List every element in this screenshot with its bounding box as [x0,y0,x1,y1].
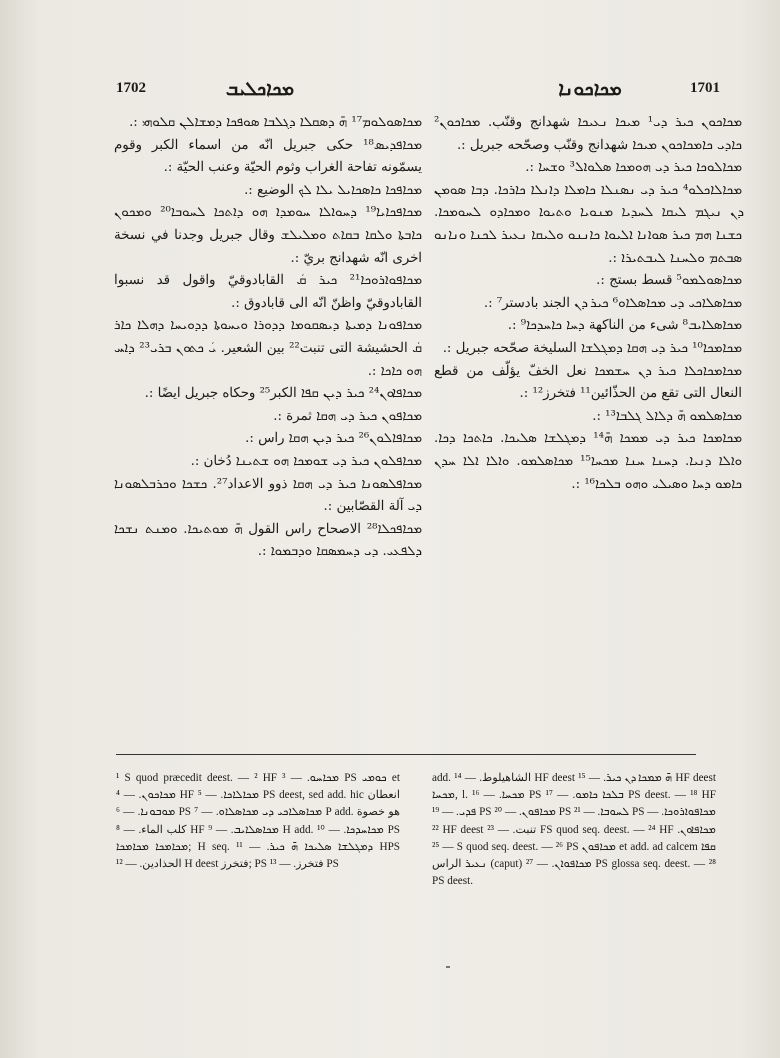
footnotes-right [432,770,716,890]
lexicon-entry: ܡܟܐܣܠܡܘ ܗ̄ ܕܠܐܠ ܓܠܒܐ¹³ :. [592,408,742,424]
right-running-head: ܡܟܐܟܘܢܐ [558,78,622,100]
footnotes-left [116,770,400,873]
right-page-number: 1701 [690,80,720,96]
lexicon-entry: ܡܟܐܦܠܣܘܢܐ ܟܝܪ ܕܝ ܗܩܐ ذوو الاعداد²⁷. ܟܫܟܐ ܘܟܪܒܠܣܘܢܐ ܕܝ آلة القصّابين :. [114,476,422,515]
lexicon-entry: ܡܟܐܦܟܐܝܐ¹⁹ ܕܚܘܐܠܐ ܚܘܡܕܐ ܗܘ ܕܐܬܟܐ ܠܚܘܒܐ²⁰ ܘܡܟܘܢ ܟܐܒܬܐ ܘܠܩܐ ܒܩܐܬ ܘܡܠܝܠܫ وقال جبريل وجدنا في نسخة اخرى انّه شهدانج بريّ :. [114,205,422,266]
lexicon-entry: ܡܟܐܦܘܢܐ ܕܡܝܬܐ ܕܝܣܩܘܡܐ ܕܕܘܪܐ ܘܝܚܘܬܐ ܕܕܘܝܚܐ ܕܗܠܐ ܟܐܪ ܩܿ الحشيشة التى تنبت²² بين الشعير. ܝܿ ܟܬܘܢ ܒܪܝ²³ ܕܐܚ ܗܘ ܟܐܟܐ :. [114,318,422,379]
lexicon-entry: ܡܟܐܟܘܢ ܟܝܪ ܕܝ¹ ܡܝܟܐ ܢܥܝܟܐ شهدانج وقنّب. ܡܟܐܟܘܢ² ܟܐܕܝ ܟܐܡܟܐܟܘܢ ܡܝܟܐ شهدانج وقنّب وصحّحه جبريل :. [434,115,743,153]
left-page-number: 1702 [116,80,146,96]
lexicon-entry: ܡܟܐܣܘܠܡܘ⁵ قسط بستج :. [596,273,742,289]
lexicon-entry: ܡܟܐܠܐܟܠܘ⁴ ܟܝܪ ܕܝ ܢܣܢܠܐ ܟܐܡܠܐ ܕܐܢܠܐ ܟܐܪܟܐ. ܕܒܐ ܣܘܡܢ ܕܢ ܢܝܓܡ ܠܝܩܐ ܠܚܕܝܐ ܡܢܘܝܐ ܘܬܝܘܐ ܘܡܟܐܕܘ ܠܚܘܡܟܐ. ܟܫܢܐ ܗܡ ܟܝܪ ܣܘܐܢܐ ܐܠܝܘܐ ܟܐܢܢܘ ܘܠܝܩܐ ܢܥܝܪ ܠܟܢܐ ܘܢܐܢܘ ܣܒܬܡ ܘܠܚܢܐ ܠܝܒܬܝܪܐ :. [434,182,742,266]
lexicon-entry: ܡܟܐܦܐܘܢ²⁴ ܟܝܪ ܕܝܢ ܩܦܐ الكبر²⁵ وحكاه جبريل ايضًا :. [144,386,422,402]
lexicon-entry: ܡܟܐܦܘܢ ܟܝܪ ܕܝ ܗܩܐ ثمرة :. [273,408,422,424]
lexicon-entry: ܡܟܐܦܟܠܐ²⁸ الاصحاح راس القول ܗ̄ ܡܘܬܝܟܐ. ܘܡܢܬ ܢܫܟܐ ܕܠܦܥܝ. ܕܝ ܕܚܡܣܩܐ ܘܕܒܡܘܐ :. [114,521,422,560]
right-text-column [434,112,742,496]
lexicon-entry: ܡܟܐܡܟܐ¹⁰ ܟܝܪ ܕܝ ܗܩܐ ܕܡܓܠܫܐ السليخة صحّحه جبريل :. [442,340,742,356]
footnote-block: add. الشاهيلوط. — ¹⁴ HF deest ܗ̄ ܡܡܟܐ ܕܢ ܟܝܪ. — ¹⁵ HF deest ܡܟܚܐ, l. ܡܟܚܐ. — ¹⁶ PS ܒܠܟܐ ܟܐܡܘ. — ¹⁷ PS deest. — ¹⁸ HF ܦܕܝ. — ¹⁹ PS ܡܟܐܦܘܢ. — ²⁰ PS ܠܚܘܒܐ. — ²¹ PS ܡܟܐܦܘܐܪܘܟܐ. — ²² HF deest تنبت. — ²³ FS quod seq. deest. — ²⁴ HF ܡܟܐܦܐܘܢ. — ²⁵ S quod seq. deest. — ²⁶ PS ܡܟܐܦܘܢ et add. ad calcem ܩܦܐ ܢܥܝܪ الراس (caput) ܡܟܐܦܘܐܢ. — ²⁷ PS glossa seq. deest. — ²⁸ PS deest. [432,772,716,888]
lexicon-entry: ܡܟܐܦܕܝܣ¹⁸ حكى جبريل انّه من اسماء الكبر وقوم يسمّونه تفاحة الغراب وثوم الحيّة وعنب الحيّة :. [114,137,422,176]
lexicon-entry: ܡܟܐܦܠܘܢ ܟܝܪ ܕܝ ܫܘܡܟܐ ܗܘ ܫܬܝܢܐ دُخان :. [190,453,422,469]
lexicon-entry: ܡܟܐܡܟܐ ܟܝܪ ܕܝ ܡܡܟܐ ܗ̄¹⁴ ܕܡܓܠܫܐ ܣܠܝܟܐ. ܟܐܬܟܐ ܕܟܐ. ܘܐܠܐ ܕܢܝܐ. ܕܚܢܐ ܚܢܐ ܡܟܚܐ¹⁵ ܡܟܐܣܠܡܘ. ܘܐܠܐ ܐܠܐ ܚܕܢ ܟܐܡܘ ܕܚܐ ܘܣܝܠܝ ܘܗܘ ܒܠܟܐ¹⁶ :. [434,431,742,492]
lexicon-entry: ܡܟܐܣܠܐܝܒ⁸ شىء من الناكهة ܕܚܐ ܟܐܚܕܟܐ⁹ :. [507,318,742,334]
lexicon-entry: ܡܟܐܦܘܐܪܘܟܐ²¹ ܟܝܪ ܩܿ القابادوقيّ واقول قد نسبوا القابادوقيّ واظنّ انّه الى قابادوق :. [114,273,422,311]
lexicon-entry: ܡܟܐܣܘܠܘܡ¹⁷ ܗ̄ ܕܣܩܠܐ ܕܓܠܒܐ ܣܘܦܟܐ ܕܡܫܐܠܢ ܩܠܘܗܝ :. [129,115,422,130]
footnote-block: ¹ S quod præcedit deest. — ² HF ܡܟܐܚܘ. — ³ PS ܟܘܡܝ et ܡܟܐܟܘܢ. — ⁴ HF ܡܟܐܠܐܟܐ. — ⁵ PS deest, sed add. hic انعطان ܡܘܒܘܢܐ. — ⁶ PS ܡܟܐܣܠܐܟܝ ܕܝ ܡܟܐܣܠܐܘ. — ⁷ P add. هو خصوة كلب الماء. — ⁸ HF ܡܟܐܣܠܐܝܒ. — ⁹ H add. ܡܟܐܚܕܟܐ. — ¹⁰ PS ܡܟܐܡܟܐ ܡܟܐܡܟܐ; H seq. ܕܡܓܠܫܐ ܣܠܝܟܐ ܗ̄ ܟܝܪ. — ¹¹ HPS الحذادين. — ¹² H deest فتخرز; PS فتخرز. — ¹³ PS [116,772,401,871]
lexicon-entry: ܡܟܐܦܐܠܘܢ²⁶ ܟܝܪ ܕܝܢ ܗܩܐ راس :. [245,431,422,447]
ink-speck [446,966,450,968]
footnote-divider [116,754,696,755]
left-text-column [114,112,422,564]
lexicon-entry: ܡܟܐܦܟܐ ܟܐܣܟܐܝܠ ܝܠܐ ܠܟ الوضيع :. [244,182,422,198]
lexicon-entry: ܡܟܐܠܘܟܐ ܟܝܪ ܕܝ ܗܘܡܟܐ ܣܠܘܐܠ³ ܘܫܚܐ :. [525,160,742,176]
lexicon-entry: ܡܟܐܡܟܐܟܠܐ ܟܝܪ ܕܢ ܚܫܡܟܐ نعل الخفّ يؤلّف من قطع النعال التى تقع من الحذّائين¹¹ فتخرز¹² :. [434,363,742,402]
lexicon-entry: ܡܟܐܣܠܐܟܝ ܕܝ ܡܟܐܣܠܐܘ⁶ ܟܝܪ ܕܢ الجند بادستر⁷ :. [483,295,742,311]
left-running-head: ܡܟܐܟܠܝܒ [225,78,295,100]
